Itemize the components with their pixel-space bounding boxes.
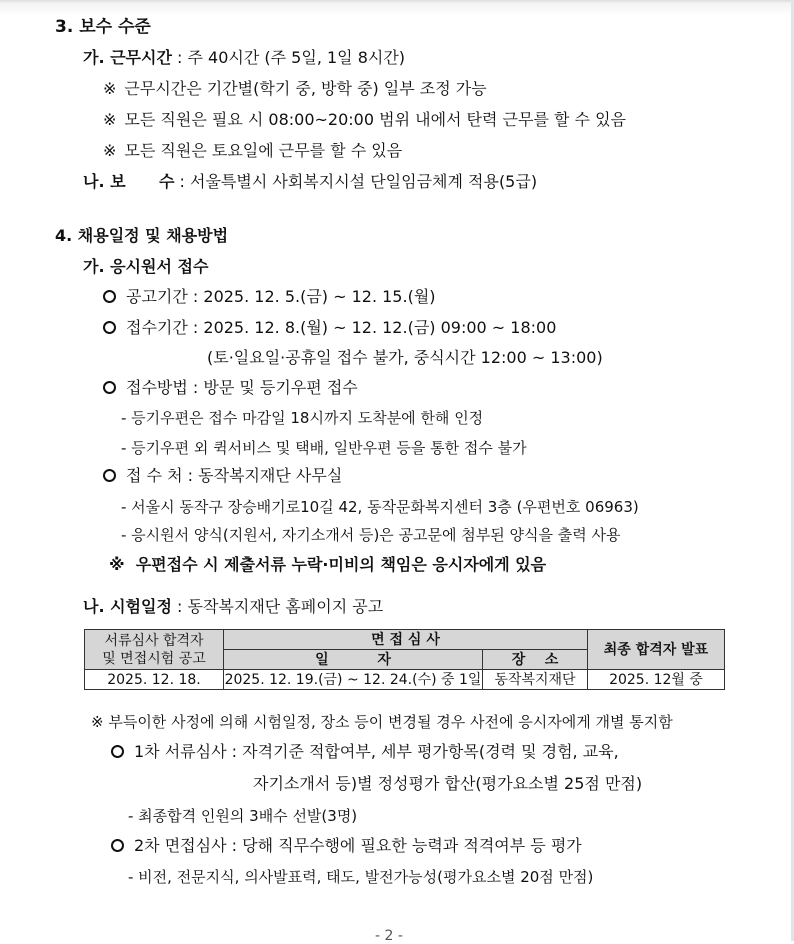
reference-mark-icon: ※ [103,110,117,129]
section3-salary [83,172,537,192]
exam-schedule-label: 나. 시험일정 [83,597,172,616]
application-period: 접수기간 : 2025. 12. 8.(월) ~ 12. 12.(금) 09:00 ~ 18:00 [103,318,556,338]
method-sub-2: - 등기우편 외 퀵서비스 및 택배, 일반우편 등을 통한 접수 불가 [121,439,527,457]
viewer-top-shadow [0,0,794,16]
bullet-circle-icon [103,290,116,303]
exam-schedule-value: : 동작복지재단 홈페이지 공고 [171,597,384,616]
work-hours-note-3: ※ 모든 직원은 토요일에 근무를 할 수 있음 [103,141,403,160]
work-hours-note-2: ※ 모든 직원은 필요 시 08:00~20:00 범위 내에서 탄력 근무를 할 수 있음 [103,110,627,129]
date-cell: 2025. 12. 19.(금) ~ 12. 24.(수) 중 1일 [224,671,482,688]
announcement-period: 공고기간 : 2025. 12. 5.(금) ~ 12. 15.(월) [103,287,436,307]
schedule-change-notice: ※ 부득이한 사정에 의해 시험일정, 장소 등이 변경될 경우 사전에 응시자에게 개별 통지함 [91,713,673,731]
reference-mark-icon: ※ [103,79,117,98]
work-hours-value: : 주 40시간 (주 5일, 1일 8시간) [171,48,406,67]
bullet-circle-icon [111,745,124,758]
stage1-sub: - 최종합격 인원의 3배수 선발(3명) [128,807,358,825]
final-header: 최종 합격자 발표 [588,630,725,670]
place-address: - 서울시 동작구 장승배기로10길 42, 동작문화복지센터 3층 (우편번호 06963) [121,498,639,516]
stage1-document-review: 1차 서류심사 : 자격기준 적합여부, 세부 평가항목(경력 및 경험, 교육, [111,742,619,762]
application-place: 접 수 처 : 동작복지재단 사무실 [103,466,342,486]
exam-schedule [83,597,383,617]
stage2-interview: 2차 면접심사 : 당해 직무수행에 필요한 능력과 적격여부 등 평가 [111,836,582,856]
place-form-note: - 응시원서 양식(지원서, 자기소개서 등)은 공고문에 첨부된 양식을 출력 사용 [121,526,621,544]
work-hours-note-1: ※ 근무시간은 기간별(학기 중, 방학 중) 일부 조정 가능 [103,79,487,98]
application-heading: 가. 응시원서 접수 [83,257,209,276]
exam-schedule-table [84,629,725,690]
interview-header: 면 접 심 사 [224,630,588,650]
section3-work-hours [83,48,405,68]
announce-header: 서류심사 합격자 및 면접시험 공고 [85,630,224,670]
place-header: 장 소 [483,650,588,670]
announce-cell: 2025. 12. 18. [85,670,224,690]
application-method: 접수방법 : 방문 및 등기우편 접수 [103,378,358,398]
postal-warning: ※ 우편접수 시 제출서류 누락·미비의 책임은 응시자에게 있음 [109,555,547,574]
application-period-note: (토·일요일·공휴일 접수 불가, 중식시간 12:00 ~ 13:00) [207,348,603,367]
method-sub-1: - 등기우편은 접수 마감일 18시까지 도착분에 한해 인정 [121,409,484,427]
bullet-circle-icon [111,839,124,852]
section3-heading: 3. 보수 수준 [55,17,151,37]
bullet-circle-icon [103,381,116,394]
bullet-circle-icon [103,321,116,334]
stage1-continuation: 자기소개서 등)별 정성평가 합산(평가요소별 25점 만점) [253,774,643,793]
final-cell: 2025. 12월 중 [588,670,725,690]
place-cell: 동작복지재단 [483,670,588,690]
salary-value: : 서울특별시 사회복지시설 단일임금체계 적용(5급) [174,172,538,191]
salary-label: 나. 보 수 [83,172,175,191]
reference-mark-icon: ※ [103,141,117,160]
date-header: 일 자 [224,650,483,670]
work-hours-label: 가. 근무시간 [83,48,172,67]
stage2-sub: - 비전, 전문지식, 의사발표력, 태도, 발전가능성(평가요소별 20점 만점) [128,868,594,886]
page-number: - 2 - [375,928,403,944]
bullet-circle-icon [103,469,116,482]
section4-heading: 4. 채용일정 및 채용방법 [55,226,229,245]
